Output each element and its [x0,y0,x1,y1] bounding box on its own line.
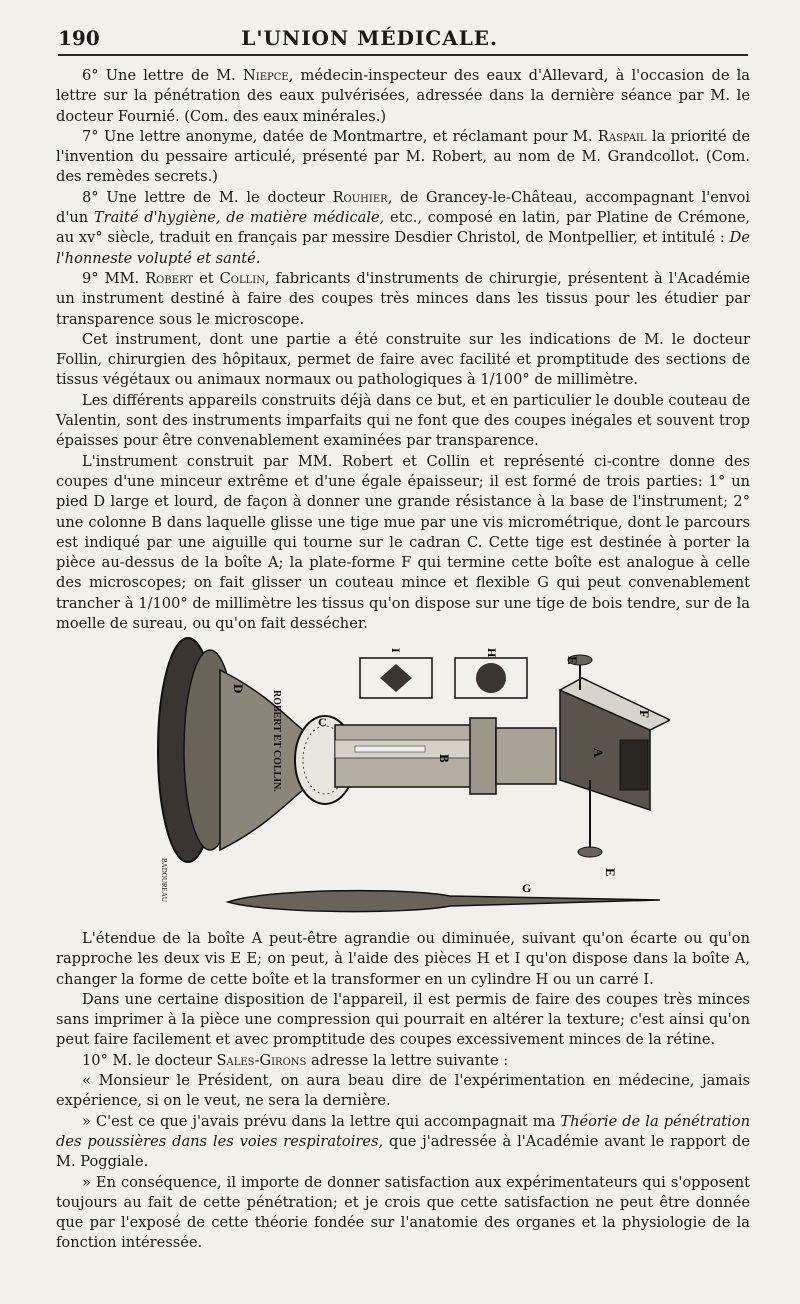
paragraph-item-7: 7° Une lettre anonyme, datée de Montmartre, et réclamant pour M. Raspail la priorité de l'invention du pessaire articulé, présenté par M. Robert, au nom de M. Grandcollot. (Com. des remèdes secrets.) [56,127,750,186]
paragraph-item-10: 10° M. le docteur Sales-Girons adresse la lettre suivante : [82,1051,509,1069]
label-B: B [437,754,452,763]
page-header [58,18,748,56]
letter-quote-3: » En conséquence, il importe de donner satisfaction aux expérimentateurs qui s'opposent toujours au fait de cette pénétration; et je crois que cette satisfaction ne peut être donnée que par l'exposé de cette théorie fondée sur l'anatomie des organes et la physiologie de la fonction intéressée. [56,1173,750,1252]
label-E-top: E [565,656,580,665]
paragraph-item-9: 9° MM. Robert et Collin, fabricants d'instruments de chirurgie, présentent à l'Académie un instrument destiné à faire des coupes très minces dans les tissus pour les étudier par transparence sous le microscope. [56,269,750,328]
label-A: A [591,748,606,758]
journal-title: L'UNION MÉDICALE. [241,26,498,50]
paragraph-thin-sections: Dans une certaine disposition de l'appareil, il est permis de faire des coupes très minces sans imprimer à la pièce une compression qui pourrait en altérer la texture; c'est ainsi qu'on peut faire facilement et avec promptitude des coupes excessivement minces de la rétine. [56,990,750,1049]
label-I: I [389,648,403,653]
microtome-illustration [150,630,670,920]
label-C: C [318,715,327,729]
letter-quote-2: » C'est ce que j'avais prévu dans la lettre qui accompagnait ma Théorie de la pénétration des poussières dans les voies respiratoires, que j'adressée à l'Académie avant le rapport de M. Poggiale. [56,1112,750,1171]
paragraph-instrument-description: L'instrument construit par MM. Robert et Collin et représenté ci-contre donne des coupes d'une minceur extrême et d'une égale épaisseur; il est formé de trois parties: 1° un pied D large et lourd, de façon à donner une grande résistance à la base de l'instrument; 2° une colonne B dans laquelle glisse une tige mue par une vis micrométrique, dont le parcours est indiqué par une aiguille qui tourne sur le cadran C. Cette tige est destinée à porter la pièce au-dessus de la boîte A; la plate-forme F qui termine cette boîte est analogue à celle des microscopes; on fait glisser un couteau mince et flexible G qui peut convenablement trancher à 1/100° de millimètre les tissus qu'on dispose sur une tige de bois tendre, sur de la moelle de sureau, ou qu'on fait dessécher. [56,452,750,633]
label-E-bottom: E [603,868,618,877]
body-text-top [56,66,750,634]
paragraph-box-adjustment: L'étendue de la boîte A peut-être agrandie ou diminuée, suivant qu'on écarte ou qu'on rapproche les deux vis E E; on peut, à l'aide des pièces H et I qu'on dispose dans la boîte A, changer la forme de cette boîte et la transformer en un cylindre H ou un carré I. [56,930,750,988]
letter-quote-1: « Monsieur le Président, on aura beau dire de l'expérimentation en médecine, jamais expérience, si on le veut, ne sera la dernière. [56,1072,750,1110]
paragraph-previous-devices: Les différents appareils construits déjà dans ce but, et en particulier le double couteau de Valentin, sont des instruments imparfaits qui ne font que des coupes inégales et souvent trop épaisses pour être convenablement examinées par transparence. [56,391,750,450]
paragraph-item-6: 6° Une lettre de M. Niepce, médecin-inspecteur des eaux d'Allevard, à l'occasion de la lettre sur la pénétration des eaux pulvérisées, adressée dans la dernière séance par M. le docteur Fournié. (Com. des eaux minérales.) [56,67,750,125]
engraved-maker-name: ROBERT ET COLLIN. [271,690,282,792]
page-number: 190 [58,26,100,50]
label-G: G [522,881,532,895]
paragraph-instrument-intro: Cet instrument, dont une partie a été construite sur les indications de M. le docteur Follin, chirurgien des hôpitaux, permet de faire avec facilité et promptitude des sections de tissus végétaux ou animaux normaux ou pathologiques à 1/100° de millimètre. [56,330,750,389]
microtome-figure [150,630,670,920]
body-text-bottom [56,929,750,1254]
label-F: F [637,710,652,718]
engraver-signature: BADOUREAU [160,858,168,902]
paragraph-item-8: 8° Une lettre de M. le docteur Rouhier, de Grancey-le-Château, accompagnant l'envoi d'un Traité d'hygiène, de matière médicale, etc., composé en latin, par Platine de Crémone, au xv° siècle, traduit en français par messire Desdier Christol, de Montpellier, et intitulé : De l'honneste volupté et santé. [56,188,751,267]
label-D: D [231,684,246,694]
label-H: H [485,648,499,658]
